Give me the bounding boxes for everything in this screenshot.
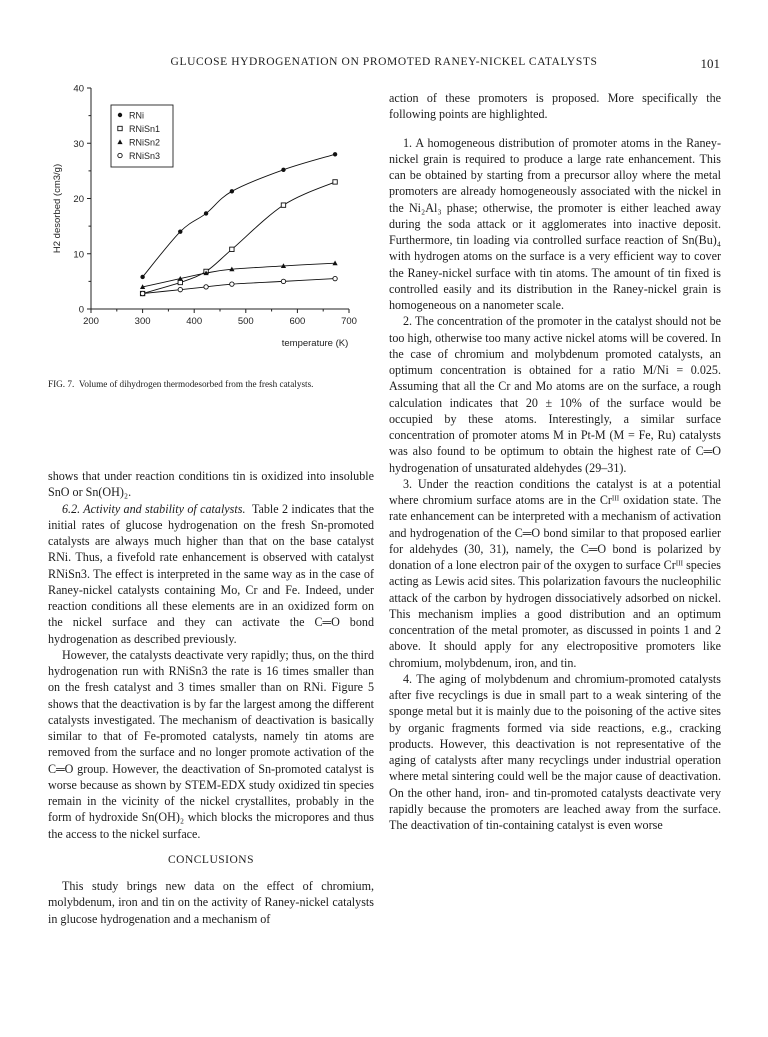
series-rni — [140, 152, 337, 279]
chart-legend — [111, 105, 173, 167]
data-point-rnisn3 — [204, 285, 208, 289]
y-tick-label: 0 — [78, 304, 84, 316]
data-point-rnisn3 — [230, 282, 234, 286]
figure-caption-label: FIG. 7. — [48, 379, 75, 389]
x-tick-label: 500 — [237, 316, 254, 327]
legend-label-rni: RNi — [129, 110, 144, 121]
data-point-rni — [281, 168, 285, 172]
legend-marker-rnisn3 — [118, 153, 122, 157]
left-paragraph-1: shows that under reaction conditions tin is oxidized into insoluble SnO or Sn(OH)₂. — [48, 469, 374, 500]
data-point-rnisn3 — [333, 276, 337, 280]
left-paragraph-2 — [48, 501, 374, 647]
data-point-rnisn3 — [281, 279, 285, 283]
data-point-rnisn1 — [230, 247, 234, 251]
data-point-rnisn3 — [178, 287, 182, 291]
right-column — [389, 90, 721, 833]
series-line-rnisn1 — [143, 182, 335, 294]
legend-marker-rni — [118, 113, 122, 117]
series-rnisn2 — [140, 261, 338, 289]
chart-series-layer — [140, 152, 338, 296]
y-tick-label: 40 — [73, 83, 84, 95]
x-tick-label: 300 — [134, 316, 151, 327]
data-point-rnisn1 — [333, 180, 337, 184]
y-axis-label: H2 desorbed (cm3/g) — [52, 163, 63, 254]
right-paragraph-point-3: 3. Under the reaction conditions the catalyst is at a potential where chromium surface atoms are in the Crᴵᴵᴵ oxidation state. The rate enhancement can be interpreted with a mechanism of activation and hydrogenation of the C═O bond similar to that proposed earlier for aldehydes (30, 31), namely, the C═O bond is polarized by donation of a lone electron pair of the oxygen to surface Crᴵᴵᴵ species acting as Lewis acid sites. This polarization favours the nucleophilic attack of the carbon by hydrogen dissociatively adsorbed on nickel. This mechanism implies a good distribution and an optimum concentration of the metal promoter, as discussed in points 1 and 2 above. It should apply for any electropositive promoters like chromium, molybdenum, iron, and tin. — [389, 476, 721, 670]
series-rnisn1 — [140, 180, 337, 296]
data-point-rni — [230, 189, 234, 193]
legend-label-rnisn1: RNiSn1 — [129, 123, 161, 134]
series-line-rni — [143, 154, 335, 277]
conclusions-heading: CONCLUSIONS — [167, 853, 254, 866]
left-column — [48, 468, 374, 927]
data-point-rni — [333, 152, 337, 156]
x-tick-label: 200 — [83, 316, 99, 327]
left-paragraph-3: However, the catalysts deactivate very rapidly; thus, on the third hydrogenation run with RNiSn3 the rate is 16 times smaller than on the fresh catalyst and 3 times smaller than on RNi. Figure 5 shows that the deactivation is by far the largest among the different catalysts investigated. The mechanism of deactivation is basically similar to that of Fe-promoted catalysts, namely tin atoms are removed from the surface and no longer promote activation of the C═O group. However, the deactivation of Sn-promoted catalyst is worse because as shown by STEM-EDX study oxidized tin species remain in the vicinity of the nickel crystallites, probably in the form of hydroxide Sn(OH)₂ which blocks the micropores and thus the access to the nickel surface. — [48, 647, 374, 841]
chart-svg — [48, 78, 378, 370]
y-tick-label: 10 — [73, 249, 84, 261]
chart-axes — [52, 84, 357, 350]
y-tick-label: 30 — [73, 138, 84, 150]
legend-label-rnisn3: RNiSn3 — [129, 150, 161, 161]
data-point-rni — [140, 275, 144, 279]
right-paragraph-point-2: 2. The concentration of the promoter in the catalyst should not be too high, otherwise too many active nickel atoms will be covered. In the case of chromium and molybdenum promoted catalysts, an optimum concentration is obtained for a ratio M/Ni = 0.025. Assuming that all the Cr and Mo atoms are on the surface, a rough calculation indicates that 20 ± 10% of the surface would be occupied by these atoms. Interestingly, a similar surface concentration of promoter atoms M in Pt-M (M = Fe, Ru) catalysts was also found to be optimum to obtain the highest rate of C═O hydrogenation of unsaturated aldehydes (29–31). — [389, 314, 721, 475]
y-tick-label: 20 — [73, 194, 84, 205]
section-6-2-heading: 6.2. Activity and stability of catalysts. — [62, 501, 246, 516]
x-axis-label: temperature (K) — [281, 338, 349, 349]
data-point-rnisn1 — [178, 280, 182, 284]
figure-caption — [48, 378, 374, 390]
data-point-rni — [178, 229, 182, 233]
page-number: 101 — [700, 56, 720, 71]
section-6-2-text: Table 2 indicates that the initial rates of glucose hydrogenation on the fresh Sn-promoted catalysts are always much higher than that on the base catalyst RNi. Thus, a fivefold rate enhancement is observed with catalyst RNiSn3. The effect is interpreted in the same way as in the case of Raney-nickel catalysts containing Mo, Cr and Fe. Indeed, under reaction conditions all these elements are in an oxidized form on the nickel surface and they can activate the C═O bond hydrogenation as described previously. — [48, 501, 374, 646]
figure-caption-text: Volume of dihydrogen thermodesorbed from the fresh catalysts. — [78, 379, 314, 389]
legend-marker-rnisn1 — [118, 126, 122, 130]
right-paragraph-point-1: 1. A homogeneous distribution of promoter atoms in the Raney-nickel grain is required to produce a large rate enhancement. This can be obtained by starting from a precursor alloy where the metal promoters are already homogeneously associated with the nickel in the Ni₂Al₃ phase; otherwise, the promoter is either leached away during the soda attack or it agglomerates into inactive deposit. Furthermore, tin loading via controlled surface reaction of Sn(Bu)₄ with hydrogen atoms on the surface is a very efficient way to cover the Raney-nickel surface with tin atoms. The amount of tin fixed is controlled easily and its distribution in the Raney-nickel grain is homogeneous on a nanometer scale. — [389, 135, 721, 312]
figure-7-chart — [48, 78, 378, 370]
right-paragraph-1: action of these promoters is proposed. More specifically the following points are highlighted. — [389, 91, 721, 122]
x-tick-label: 700 — [341, 316, 357, 327]
x-tick-label: 400 — [186, 316, 203, 327]
data-point-rni — [204, 211, 208, 215]
running-head: GLUCOSE HYDROGENATION ON PROMOTED RANEY-NICKEL CATALYSTS — [170, 56, 598, 68]
legend-label-rnisn2: RNiSn2 — [129, 137, 161, 148]
right-paragraph-point-4: 4. The aging of molybdenum and chromium-promoted catalysts after five recyclings is due in small part to a weak sintering of the sponge metal but it is mainly due to the poisoning of the active sites by organic fragments formed via side reactions, e.g., cracking products. However, this deactivation is not representative of the aging of catalysts after many recyclings under industrial operation where metal sintering could well be the major cause of deactivation. On the other hand, iron- and tin-promoted catalysts deactivate very rapidly because the promoters are leached away from the surface. The deactivation of tin-containing catalyst is even worse — [389, 671, 721, 832]
page-header — [0, 56, 768, 76]
x-tick-label: 600 — [289, 316, 306, 327]
data-point-rnisn3 — [140, 291, 144, 295]
data-point-rnisn1 — [281, 203, 285, 207]
left-paragraph-4: This study brings new data on the effect of chromium, molybdenum, iron and tin on the activity of Raney-nickel catalysts in glucose hydrogenation and a mechanism of — [48, 879, 374, 926]
